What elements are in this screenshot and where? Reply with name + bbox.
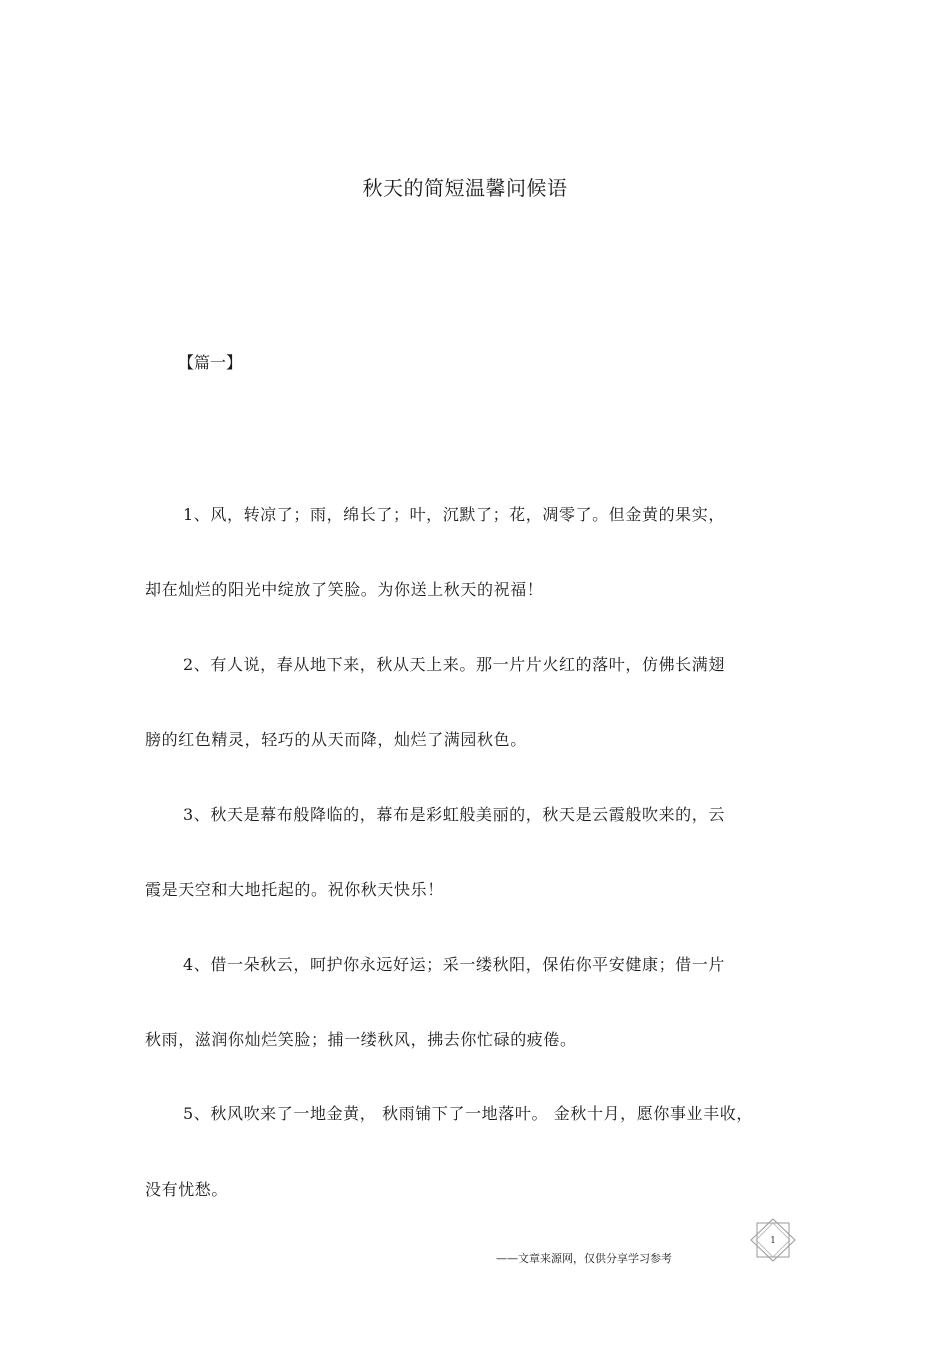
paragraph-line: 秋雨，滋润你灿烂笑脸；捕一缕秋风，拂去你忙碌的疲倦。 bbox=[145, 1030, 577, 1049]
paragraph-line: 2、有人说，春从地下来，秋从天上来。那一片片火红的落叶，仿佛长满翅 bbox=[183, 655, 725, 674]
paragraph-line: 1、风，转凉了；雨，绵长了；叶，沉默了；花，凋零了。但金黄的果实， bbox=[183, 505, 725, 524]
paragraph-line: 膀的红色精灵，轻巧的从天而降，灿烂了满园秋色。 bbox=[145, 730, 527, 749]
document-title: 秋天的简短温馨问候语 bbox=[362, 176, 568, 200]
page-number: 1 bbox=[770, 1236, 776, 1246]
paragraph-line: 没有忧愁。 bbox=[145, 1180, 229, 1199]
section-heading: 【篇一】 bbox=[178, 353, 243, 372]
paragraph-line: 却在灿烂的阳光中绽放了笑脸。为你送上秋天的祝福！ bbox=[145, 580, 544, 599]
paragraph-line: 3、秋天是幕布般降临的，幕布是彩虹般美丽的，秋天是云霞般吹来的，云 bbox=[183, 805, 725, 824]
paragraph-line: 4、借一朵秋云，呵护你永远好运；采一缕秋阳，保佑你平安健康；借一片 bbox=[183, 955, 725, 974]
paragraph-line: 5、秋风吹来了一地金黄， 秋雨铺下了一地落叶。 金秋十月，愿你事业丰收， bbox=[183, 1104, 753, 1123]
footer-note: ——文章来源网，仅供分享学习参考 bbox=[496, 1252, 672, 1265]
paragraph-line: 霞是天空和大地托起的。祝你秋天快乐！ bbox=[145, 880, 444, 899]
